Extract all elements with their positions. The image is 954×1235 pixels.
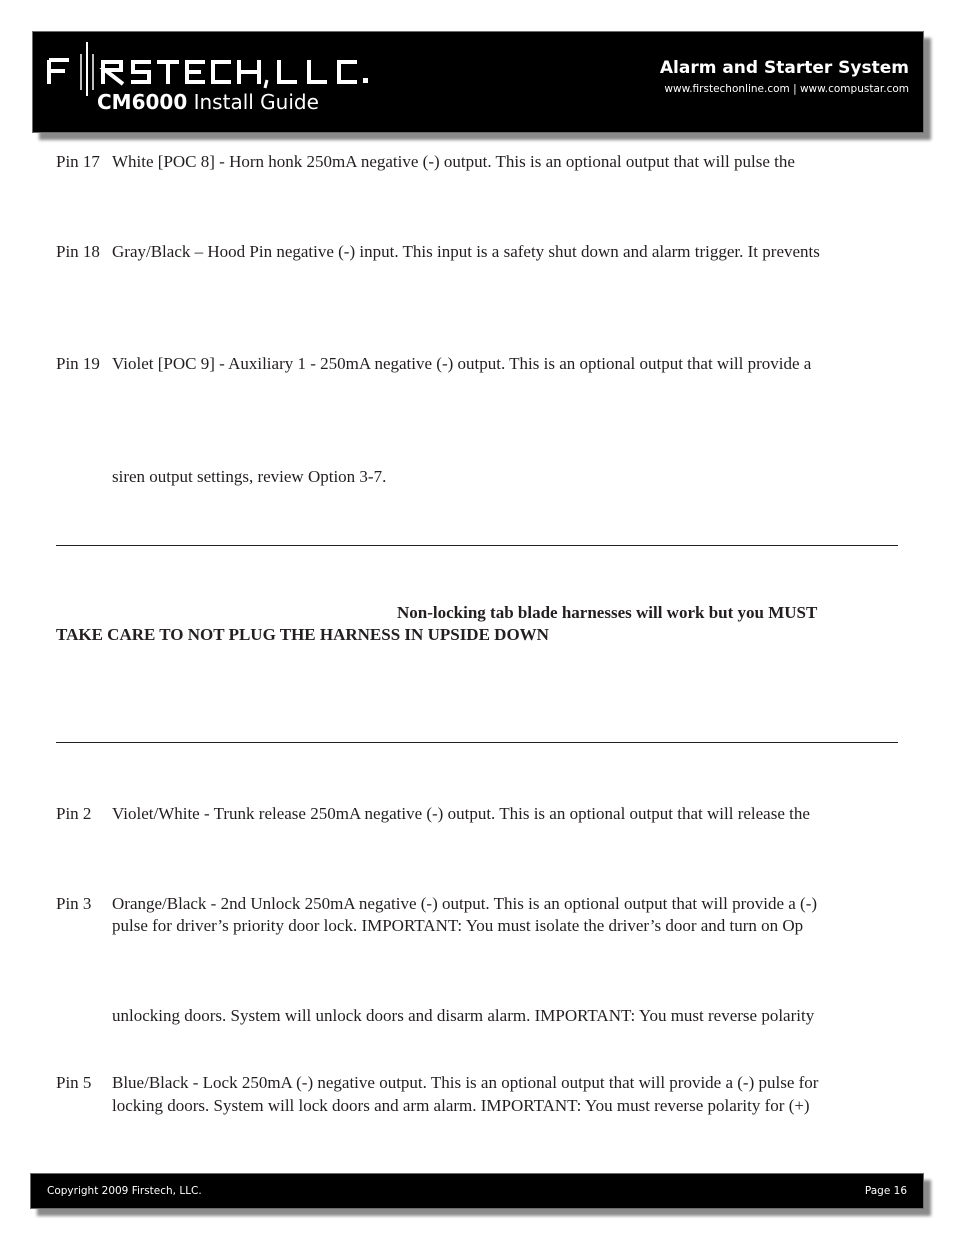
- pin5-text-line-1: Blue/Black - Lock 250mA (-) negative output. This is an optional output that will provide a (-) pulse for: [112, 1073, 819, 1092]
- pin19-label: Pin 19: [56, 354, 100, 373]
- page-footer: [30, 1173, 924, 1209]
- pin3-text-line-2: pulse for driver’s priority door lock. IMPORTANT: You must isolate the driver’s door and turn on Op: [112, 916, 804, 935]
- pin18-label: Pin 18: [56, 242, 100, 261]
- pin19-text: Violet [POC 9] - Auxiliary 1 - 250mA negative (-) output. This is an optional output that will provide a: [112, 354, 812, 373]
- siren-output-text: siren output settings, review Option 3-7.: [112, 467, 387, 486]
- pin3-label: Pin 3: [56, 894, 92, 913]
- notice-line-1: Non-locking tab blade harnesses will work but you MUST: [397, 603, 818, 622]
- page-number: Page 16: [864, 1185, 907, 1197]
- pin5-label: Pin 5: [56, 1073, 92, 1092]
- notice-line-2: TAKE CARE TO NOT PLUG THE HARNESS IN UPSIDE DOWN: [56, 625, 549, 644]
- unlock-text: unlocking doors. System will unlock doors and disarm alarm. IMPORTANT: You must reverse polarity: [112, 1006, 815, 1025]
- section-divider: [56, 742, 898, 743]
- section-divider: [56, 545, 898, 546]
- model-name: CM6000: [97, 90, 188, 114]
- firstech-logo: [47, 38, 377, 96]
- pin3-text-line-1: Orange/Black - 2nd Unlock 250mA negative (-) output. This is an optional output that will provide a (-): [112, 894, 818, 913]
- pin17-label: Pin 17: [56, 152, 100, 171]
- copyright: Copyright 2009 Firstech, LLC.: [47, 1185, 202, 1197]
- website-urls: www.firstechonline.com | www.compustar.com: [664, 83, 909, 95]
- pin17-text: White [POC 8] - Horn honk 250mA negative (-) output. This is an optional output that will pulse the: [112, 152, 795, 171]
- pin5-text-line-2: locking doors. System will lock doors and arm alarm. IMPORTANT: You must reverse polarity for (+): [112, 1096, 810, 1115]
- pin2-label: Pin 2: [56, 804, 92, 823]
- system-title: Alarm and Starter System: [659, 58, 909, 78]
- pin2-text: Violet/White - Trunk release 250mA negative (-) output. This is an optional output that will release the: [112, 804, 810, 823]
- page-header: [32, 31, 924, 133]
- pin18-text: Gray/Black – Hood Pin negative (-) input. This input is a safety shut down and alarm trigger. It prevents: [112, 242, 820, 261]
- guide-label: Install Guide: [187, 90, 319, 114]
- guide-title: [97, 90, 319, 114]
